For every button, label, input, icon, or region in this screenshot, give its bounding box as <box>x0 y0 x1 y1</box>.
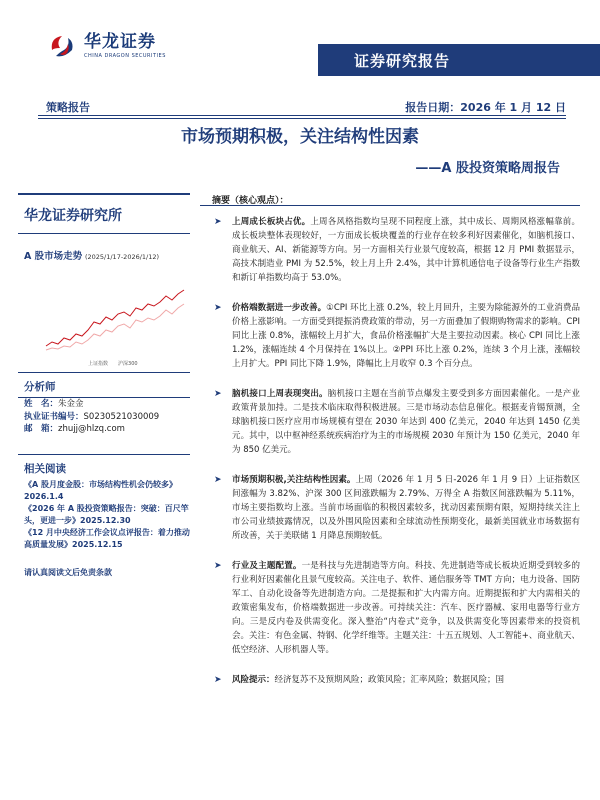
header-banner <box>318 44 600 76</box>
item-text: ①CPI 环比上涨 0.2%，较上月回升，主要为除能源外的工业消费品价格上涨影响。一方面受到提振消费政策的带动，另一方面叠加了假期购物需求的影响。CPI 同比上涨 0.8%，涨幅较上月扩大，食品价格涨幅扩大是主要拉动因素。核心 CPI 同比上涨 1.2%，涨幅连续 4 个月保持在 1%以上。②PPI 环比上涨 0.2%，连续 3 个月上涨，涨幅较上月扩大。PPI 同比下降 1.9%，降幅比上月收窄 0.3 个百分点。 <box>232 303 580 369</box>
analyst-name: 朱金金 <box>58 399 84 409</box>
sidebar-divider <box>18 233 190 234</box>
related-item[interactable]: 《A 股月度金股：市场结构性机会仍较多》2026.1.4 <box>24 479 177 501</box>
item-text: 上周各风格指数均呈现不同程度上涨，其中成长、周期风格涨幅靠前。成长板块整体表现较好，一方面成长板块覆盖的行业存在较多利好因素催化，如脑机接口、商业航天、AI、新能源等方向。另一方面相关行业景气度较高，根据 12 月 PMI 数据显示，高技术制造业 PMI 为 52.5%，较上月上升 2.4%，其中计算机通信电子设备等行业生产指数和新订单指数均高于 53.0%。 <box>232 217 580 283</box>
summary-section <box>200 193 580 687</box>
logo-english-name: CHINA DRAGON SECURITIES <box>84 53 166 59</box>
market-trend-chart <box>18 262 190 372</box>
sidebar-divider <box>18 454 190 455</box>
item-text: 一是科技与先进制造等方向。科技、先进制造等成长板块近期受到较多的行业利好因素催化且景气度较高。关注电子、软件、通信服务等 TMT 方向；电力设备、国防军工、自动化设备等先进制造方向。二是提振和扩大内需方向。近期提振和扩大内需相关的政策密集发布，价格端数据进一步改善。可持续关注：汽车、医疗器械、家用电器等行业方向。三是反内卷及供需变化。深入整治“内卷式”竞争，以及供需变化等因素带来的投资机会。关注：有色金属、特钢、化学纤维等。主题关注：十五五规划、人工智能+、商业航天、低空经济、人形机器人等。 <box>232 561 580 655</box>
logo-mark-icon <box>46 30 78 62</box>
item-lead: 价格端数据进一步改善。 <box>232 303 327 313</box>
item-text: 经济复苏不及预期风险；政策风险；汇率风险；数据风险；国 <box>274 675 505 685</box>
report-title: 市场预期积极，关注结构性因素 <box>181 127 419 147</box>
summary-item <box>200 301 580 371</box>
arrow-bullet-icon: ➤ <box>214 217 222 227</box>
related-reading-list <box>24 479 190 551</box>
analyst-license: S0230521030009 <box>83 411 160 422</box>
summary-item <box>200 387 580 457</box>
analyst-heading: 分析师 <box>24 381 56 393</box>
analyst-row <box>24 423 190 436</box>
summary-item <box>200 673 580 687</box>
related-item[interactable]: 《12 月中央经济工作会议点评报告：着力推动高质量发展》2025.12.15 <box>24 527 190 549</box>
sidebar <box>18 193 190 578</box>
institute-name: 华龙证券研究所 <box>24 208 122 224</box>
logo-chinese-name: 华龙证券 <box>84 32 156 52</box>
banner-text: 证券研究报告 <box>353 52 450 70</box>
trend-line-a <box>46 290 184 346</box>
item-lead: 行业及主题配置。 <box>232 561 302 571</box>
report-date: 报告日期：2026 年 1 月 12 日 <box>405 101 566 114</box>
analyst-row <box>24 398 190 411</box>
legend-item-sh: 上证指数 <box>88 361 109 367</box>
related-heading: 相关阅读 <box>24 462 66 475</box>
sidebar-divider <box>18 372 190 373</box>
arrow-bullet-icon: ➤ <box>214 303 222 313</box>
item-text: 上周（2026 年 1 月 5 日-2026 年 1 月 9 日）上证指数区间涨幅为 3.82%、沪深 300 区间涨跌幅为 2.79%、万得全 A 指数区间涨跌幅为 5.11%，市场主要指数均上涨。当前市场面临的积极因素较多，扰动因素预期有限，短期持续关注上市公司业绩披露情况，以及外围风险因素和全球流动性预期变化，最新美国就业市场数据有所改善，关于美联储 1 月降息预期较低。 <box>232 475 581 541</box>
legend-item-hs300: 沪深300 <box>118 361 138 367</box>
trend-title-text: A 股市场走势 <box>24 251 83 262</box>
item-text: 脑机接口主题在当前节点爆发主要受到多方面因素催化。一是产业政策背景加持。二是技术临床取得积极进展。三是市场动态信息催化。根据麦肯锡预测，全球脑机接口医疗应用市场规模有望在 2030 年达到 400 亿美元，2040 年达到 1450 亿美元。其中，以中枢神经系统疾病治疗为主的市场规模 2030 年预计为 150 亿美元，2040 年为 850 亿美元。 <box>232 389 580 455</box>
chart-legend <box>88 360 138 367</box>
summary-item <box>200 473 580 543</box>
item-lead: 风险提示： <box>232 675 275 685</box>
analyst-info <box>24 398 190 436</box>
analyst-label: 姓 名： <box>24 399 59 409</box>
trend-line-b <box>46 304 184 350</box>
analyst-email[interactable]: zhujj@hlzq.com <box>58 424 125 434</box>
analyst-label: 邮 箱： <box>24 424 59 434</box>
summary-label: 摘要（核心观点）： <box>212 196 289 206</box>
disclaimer-note: 请认真阅读文后免责条款 <box>24 567 112 577</box>
trend-chart-title <box>24 248 190 262</box>
summary-item <box>200 559 580 657</box>
item-lead: 上周成长板块占优。 <box>232 217 311 227</box>
report-header <box>0 0 600 92</box>
report-subtitle: ——A 股投资策略周报告 <box>415 161 560 176</box>
arrow-bullet-icon: ➤ <box>214 561 222 571</box>
summary-item <box>200 215 580 285</box>
analyst-row <box>24 411 190 424</box>
header-divider <box>38 115 566 116</box>
related-item[interactable]: 《2026 年 A 股投资策略报告：突破：百尺竿头，更进一步》2025.12.30 <box>24 503 189 525</box>
arrow-bullet-icon: ➤ <box>214 475 222 485</box>
company-logo <box>46 30 166 62</box>
sidebar-top-rule <box>18 193 190 195</box>
header-divider-thin <box>38 118 566 119</box>
analyst-label: 执业证书编号： <box>24 411 84 422</box>
summary-divider <box>200 205 580 206</box>
arrow-bullet-icon: ➤ <box>214 389 222 399</box>
report-type: 策略报告 <box>46 101 90 114</box>
arrow-bullet-icon: ➤ <box>214 675 222 685</box>
item-lead: 脑机接口上周表现突出。 <box>232 389 328 399</box>
trend-title-range: (2025/1/17-2026/1/12) <box>84 253 160 261</box>
item-lead: 市场预期积极,关注结构性因素。 <box>232 475 356 485</box>
